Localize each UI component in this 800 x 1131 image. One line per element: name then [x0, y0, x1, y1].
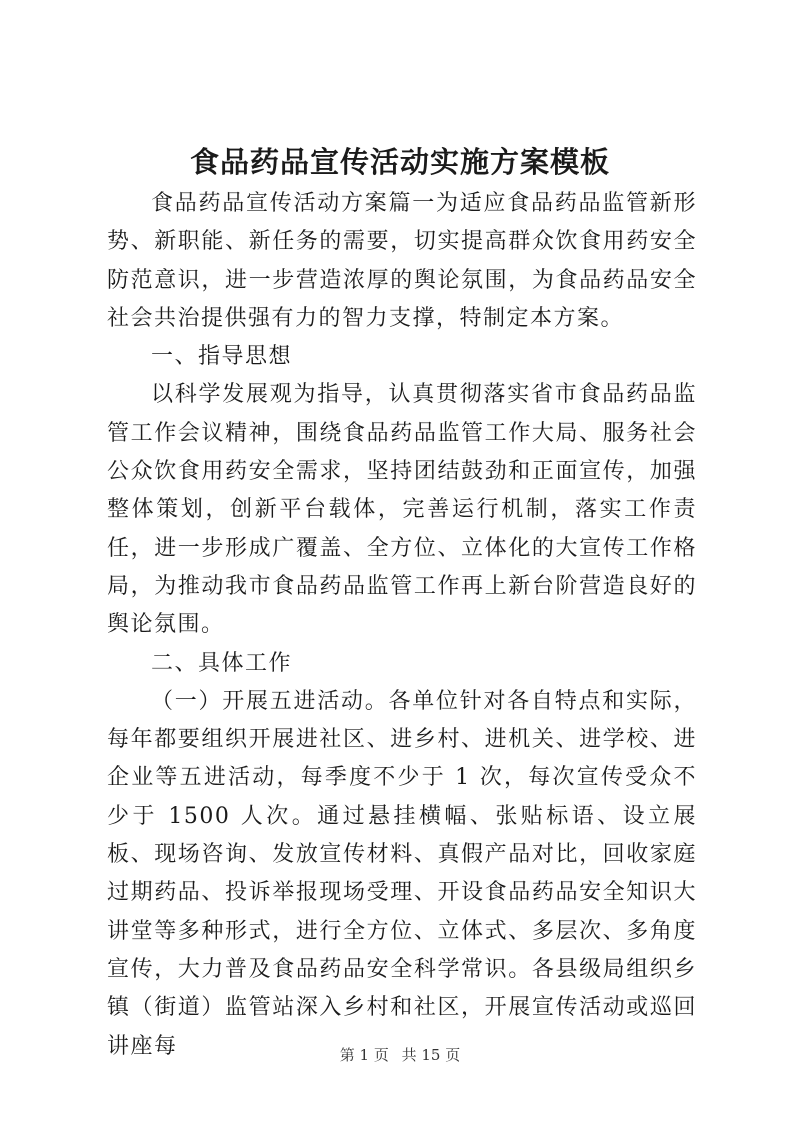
- section-heading-specific-work: 二、具体工作: [151, 650, 293, 676]
- guiding-ideology-paragraph: 以科学发展观为指导，认真贯彻落实省市食品药品监管工作会议精神，围绕食品药品监管工作大局、服务社会公众饮食用药安全需求，坚持团结鼓劲和正面宣传，加强整体策划，创新平台载体，完善运行机制，落实工作责任，进一步形成广覆盖、全方位、立体化的大宣传工作格局，为推动我市食品药品监管工作再上新台阶营造良好的舆论氛围。: [107, 382, 697, 638]
- intro-paragraph: 食品药品宣传活动方案篇一为适应食品药品监管新形势、新职能、新任务的需要，切实提高群众饮食用药安全防范意识，进一步营造浓厚的舆论氛围，为食品药品安全社会共治提供强有力的智力支撑，特制定本方案。: [107, 191, 697, 331]
- page-number: 第 1 页: [339, 1046, 389, 1064]
- document-title: 食品药品宣传活动实施方案模板: [189, 145, 610, 179]
- page-total: 共 15 页: [401, 1046, 461, 1064]
- page-footer: [0, 1044, 800, 1065]
- document-body: [107, 185, 697, 1066]
- section-heading-guiding-ideology: 一、指导思想: [151, 344, 293, 370]
- five-activities-paragraph: （一）开展五进活动。各单位针对各自特点和实际，每年都要组织开展进社区、进乡村、进机关、进学校、进企业等五进活动，每季度不少于 1 次，每次宣传受众不少于 1500 人次。通过悬挂横幅、张贴标语、设立展板、现场咨询、发放宣传材料、真假产品对比，回收家庭过期药品、投诉举报现场受理、开设食品药品安全知识大讲堂等多种形式，进行全方位、立体式、多层次、多角度宣传，大力普及食品药品安全科学常识。各县级局组织乡镇（街道）监管站深入乡村和社区，开展宣传活动或巡回讲座每: [107, 688, 697, 1059]
